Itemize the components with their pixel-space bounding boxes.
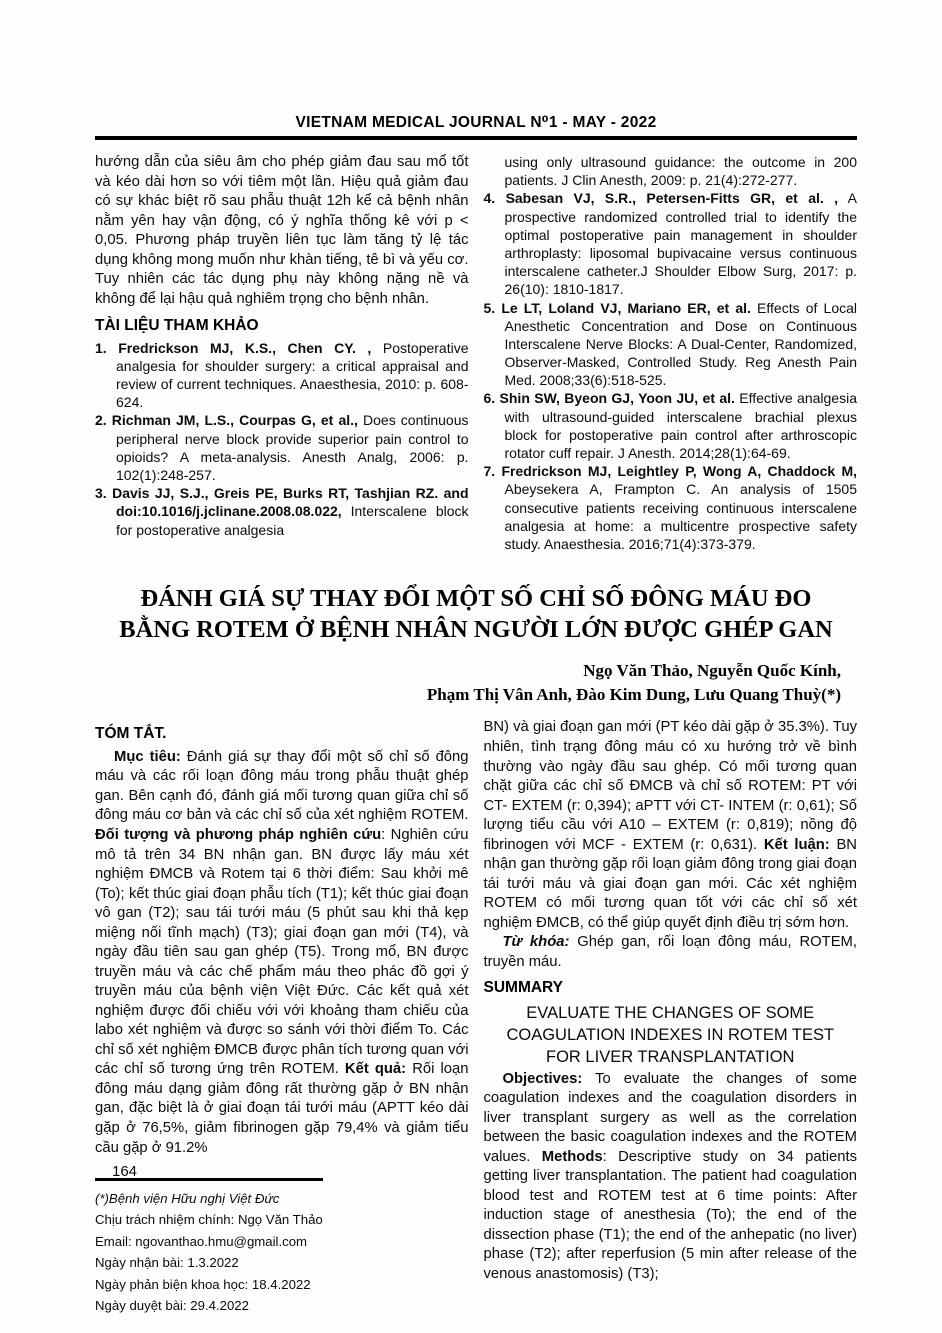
abstract-label-conclusion: Kết luận: [763,836,830,853]
article-authors [95,659,857,707]
reference-number: 2. [95,412,107,429]
reference-item [484,462,858,553]
reference-number: 6. [483,390,496,407]
column-left [95,153,469,553]
summary-heading: SUMMARY [483,979,564,997]
footnote-responsible-author: Chịu trách nhiệm chính: Ngọ Văn Thảo [95,1212,323,1228]
footnote-date-received: Ngày nhận bài: 1.3.2022 [95,1255,239,1271]
abstract-heading: TÓM TẮT. [95,725,167,743]
abstract-text: BN) và giai đoạn gan mới (PT kéo dài gặp ở 35.3%). Tuy nhiên, tình trạng đông máu có xu hướng trở về bình thường vào ngày đầu sau ghép. Có mối tương quan chặt giữa các chỉ số ĐMCB và chỉ số ROTEM: PT với CT- EXTEM (r: 0,394); aPTT với CT- INTEM (r: 0,61); Số lượng tiểu cầu với A10 – EXTEM (r: 0,819); nồng độ fibrinogen với MCF - EXTEM (r: 0,631). [483,719,857,853]
summary-label-methods: Methods [541,1148,603,1165]
footnote-email: Email: ngovanthao.hmu@gmail.com [95,1233,308,1249]
reference-authors: Fredrickson MJ, K.S., Chen CY. , [118,339,372,356]
article-authors-line1: Ngọ Văn Thảo, Nguyễn Quốc Kính, [583,660,841,680]
footnote-block [95,1178,469,1316]
keywords-paragraph [484,933,858,972]
keywords-label: Từ khóa: [502,934,570,951]
abstract-paragraph-vi [95,748,469,1158]
article-authors-line2: Phạm Thị Vân Anh, Đào Kim Dung, Lưu Quang Thuỳ(*) [426,684,841,704]
reference-authors: Fredrickson MJ, Leightley P, Wong A, Chaddock M, [501,463,858,480]
footnote-date-reviewed: Ngày phản biện khoa học: 18.4.2022 [95,1276,311,1292]
reference-number: 5. [483,299,496,316]
summary-paragraph-en [484,1070,858,1285]
column-right [484,153,858,553]
abstract-label-methods: Đối tượng và phương pháp nghiên cứu [95,827,382,844]
reference-item [95,339,469,412]
keywords-text: Ghép gan, rối loạn đông máu, ROTEM, truyền máu. [483,934,857,970]
reference-authors: Richman JM, L.S., Courpas G, et al., [111,412,358,429]
reference-item [484,389,858,462]
reference-item [484,299,858,390]
column-right [484,718,858,1316]
summary-text: To evaluate the changes of some coagulation indexes and the coagulation disorders in liver transplant surgery as well as the correlation between the basic coagulation indexes and the ROTEM values. [483,1070,857,1165]
summary-english-title-line1: EVALUATE THE CHANGES OF SOME [526,1003,815,1022]
article-title-line2: BẰNG ROTEM Ở BỆNH NHÂN NGƯỜI LỚN ĐƯỢC GHÉP GAN [119,616,833,644]
page-number: 164 [112,1163,138,1180]
reference-text: Effects of Local Anesthetic Concentration and Dose on Continuous Interscalene Nerve Blocks: A Dual-Center, Randomized, Observer-Masked, Controlled Study. Reg Anesth Pain Med. 2008;33(6):518-525. [504,299,857,389]
summary-english-title-line3: FOR LIVER TRANSPLANTATION [546,1048,795,1067]
summary-english-title [484,1002,858,1069]
article-title-line1: ĐÁNH GIÁ SỰ THAY ĐỔI MỘT SỐ CHỈ SỐ ĐÔNG MÁU ĐO [140,585,812,613]
abstract-text: BN nhận gan thường gặp rối loạn giảm đông trong giai đoạn tái tưới máu và giai đoạn gan mới. Các xét nghiệm ROTEM có mối tương quan tốt với các chỉ số xét nghiệm ĐMCB, có thể giúp quyết định điều trị sớm hơn. [483,836,857,931]
page-content [95,113,857,1316]
reference-number: 1. [95,339,107,356]
header-rule [95,136,857,140]
reference-item [95,484,469,539]
reference-text: Interscalene block for postoperative analgesia [116,503,469,538]
abstract-text: Rối loạn đông máu dạng giảm đông rất thường gặp ở BN nhận gan, đặc biệt là ở giai đoạn tái tưới máu (APTT kéo dài gặp ở 76,5%, giảm fibrinogen gặp 79,4% và giảm tiểu cầu gặp ở 91.2% [95,1061,469,1156]
reference-continuation: using only ultrasound guidance: the outcome in 200 patients. J Clin Anesth, 2009: p. 21(4):272-277. [504,154,857,189]
footnote-date-accepted: Ngày duyệt bài: 29.4.2022 [95,1297,249,1313]
reference-authors: Sabesan VJ, S.R., Petersen-Fitts GR, et al. , [505,190,839,207]
abstract-text: : Nghiên cứu mô tả trên 34 BN nhận gan. BN được lấy máu xét nghiệm ĐMCB và Rotem tại 6 thời điểm: Sau khởi mê (To); kết thúc giai đoạn phẫu tích (T1); kết thúc giai đoạn vô gan (T2); sau tái tưới máu (5 phút sau khi thả kẹp miệng nối tĩnh mạch) (T3); giai đoạn gan mới (T4), và ngày đầu tiên sau gan ghép (T5). Trong mổ, BN được truyền máu và các chế phẩm máu theo phác đồ gợi ý truyền máu của bệnh viện Việt Đức. Các kết quả xét nghiệm được đối chiếu với với khoảng tham chiếu của labo xét nghiệm và được so sánh với thời điểm To. Các chỉ số xét nghiệm ĐMCB được phân tích tương quan với các chỉ số tương ứng trên ROTEM. [95,827,469,1078]
summary-text: : Descriptive study on 34 patients getting liver transplantation. The patient had coagulation blood test and ROTEM test at 6 time points: After induction stage of anesthesia (To); the end of the dissection phase (T1); the end of the anhepatic (no liver) phase (T2); after reperfusion (5 min after release of the venous anastomosis) (T3); [483,1148,857,1282]
references-heading: TÀI LIỆU THAM KHẢO [95,317,259,335]
reference-text: Does continuous peripheral nerve block provide superior pain control to opioids? A meta-analysis. Anesth Analg, 2006: p. 102(1):248-257. [116,412,469,484]
reference-authors: Shin SW, Byeon GJ, Yoon JU, et al. [499,390,735,407]
reference-number: 7. [483,463,496,480]
reference-text: Postoperative analgesia for shoulder surgery: a critical appraisal and review of current techniques. Anaesthesia, 2010: p. 608-624. [116,339,469,411]
reference-number: 4. [483,190,496,207]
reference-number: 3. [95,485,107,502]
reference-text: Effective analgesia with ultrasound-guided interscalene brachial plexus block for postoperative pain control after arthroscopic rotator cuff repair. J Anesth. 2014;28(1):64-69. [504,390,857,461]
reference-text: A prospective randomized controlled trial to identify the optimal postoperative pain management in shoulder arthroplasty: liposomal bupivacaine versus continuous interscalene catheter.J Shoulder Elbow Surg, 2017: p. 26(10): 1810-1817. [504,190,857,298]
footnote-affiliation: (*)Bệnh viện Hữu nghị Việt Đức [95,1191,280,1207]
journal-header-title: VIETNAM MEDICAL JOURNAL N⁰1 - MAY - 2022 [295,114,657,131]
abstract-label-results: Kết quả: [344,1061,407,1078]
reference-text: Abeysekera A, Frampton C. An analysis of 1505 consecutive patients receiving continuous interscalene analgesia at home: a multicentre prospective safety study. Anaesthesia. 2016;71(4):373-379. [504,481,857,552]
previous-article-closing-paragraph: hướng dẫn của siêu âm cho phép giảm đau sau mổ tốt và kéo dài hơn so với tiêm một lần. Hiệu quả giảm đau có sự khác biệt rõ sau phẫu thuật 12h kể cả bệnh nhân nằm yên hay vận động, có ý nghĩa thống kê với p < 0,05. Phương pháp truyền liên tục làm tăng tỷ lệ tác dụng không mong muốn như khàn tiếng, tê bì và yếu cơ. Tuy nhiên các tác dụng phụ này không nặng nề và không để lại hậu quả nghiêm trọng cho bệnh nhân. [95,154,469,307]
references-section [95,153,857,553]
summary-label-objectives: Objectives: [502,1070,583,1087]
abstract-text: Đánh giá sự thay đổi một số chỉ số đông máu và các rối loạn đông máu trong phẫu thuật ghép gan. Bên cạnh đó, đánh giá mối tương quan giữa chỉ số đông máu cơ bản và các chỉ số của xét nghiệm ROTEM. [95,748,469,824]
article-title [95,583,857,646]
summary-english-title-line2: COAGULATION INDEXES IN ROTEM TEST [506,1026,835,1045]
reference-item [95,411,469,484]
abstract-paragraph-vi-continuation [484,718,858,933]
reference-item [484,189,858,298]
abstract-label-objectives: Mục tiêu: [114,748,181,765]
column-left [95,718,469,1316]
reference-authors: Davis JJ, S.J., Greis PE, Burks RT, Tashjian RZ. and doi:10.1016/j.jclinane.2008.08.022, [112,485,469,520]
abstract-section [95,718,857,1316]
reference-authors: Le LT, Loland VJ, Mariano ER, et al. [501,299,751,316]
